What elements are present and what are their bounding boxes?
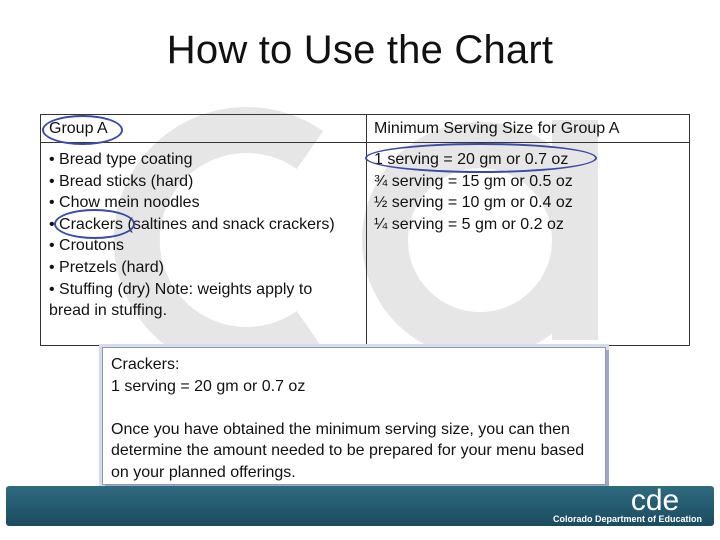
callout-heading: Crackers: bbox=[111, 356, 180, 373]
group-a-header: Group A bbox=[49, 120, 108, 137]
crackers-callout bbox=[102, 347, 606, 485]
serving-table bbox=[40, 114, 690, 346]
serving-size-item: ¾ serving = 15 gm or 0.5 oz bbox=[374, 172, 573, 190]
list-item: • Bread type coating bbox=[49, 151, 193, 168]
serving-size-item: 1 serving = 20 gm or 0.7 oz bbox=[374, 151, 569, 168]
callout-serving: 1 serving = 20 gm or 0.7 oz bbox=[111, 377, 306, 395]
list-item: • Chow mein noodles bbox=[49, 194, 200, 212]
callout-paragraph: Once you have obtained the minimum serving size, you can then determine the amount needed to be prepared for your menu based on your planned offerings. bbox=[111, 420, 585, 481]
serving-size-item: ¼ serving = 5 gm or 0.2 oz bbox=[374, 215, 564, 233]
footer-bar bbox=[6, 486, 714, 526]
list-item: • Croutons bbox=[49, 237, 124, 255]
list-item: • Pretzels (hard) bbox=[49, 258, 164, 276]
table-header-row bbox=[41, 115, 689, 143]
minimum-serving-header: Minimum Serving Size for Group A bbox=[374, 120, 620, 137]
list-item: • Crackers (saltines and snack crackers) bbox=[49, 215, 335, 233]
list-item: • Bread sticks (hard) bbox=[49, 172, 194, 190]
cde-logo-text: cde bbox=[630, 484, 680, 514]
callout-spacer bbox=[111, 397, 597, 419]
serving-sizes bbox=[374, 149, 684, 235]
page-title: How to Use the Chart bbox=[166, 28, 554, 72]
group-a-items bbox=[49, 149, 354, 322]
list-item: • Stuffing (dry) Note: weights apply to bread in stuffing. bbox=[49, 280, 313, 320]
serving-size-item: ½ serving = 10 gm or 0.4 oz bbox=[374, 194, 573, 212]
org-name: Colorado Department of Education bbox=[552, 514, 702, 524]
cde-logo bbox=[610, 484, 700, 514]
column-divider bbox=[366, 115, 367, 345]
